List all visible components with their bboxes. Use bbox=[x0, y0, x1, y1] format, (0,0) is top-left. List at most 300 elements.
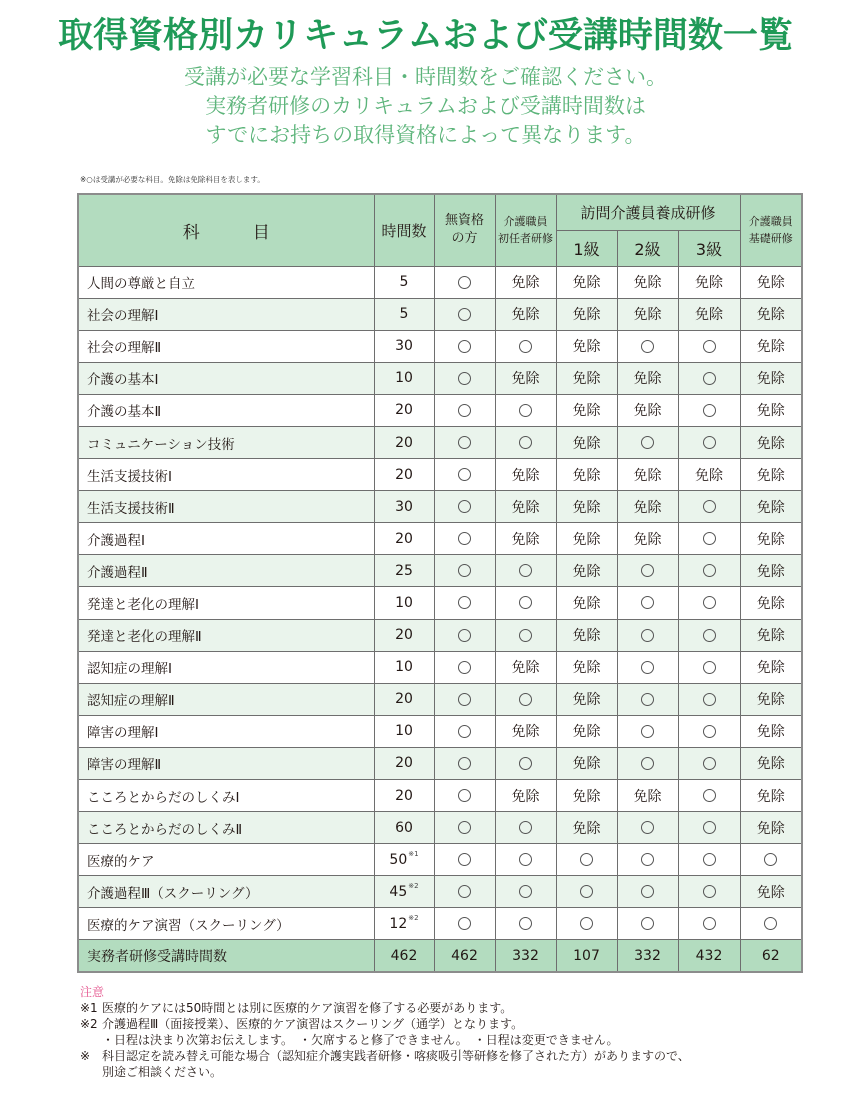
header-line: 介護職員 bbox=[503, 215, 548, 229]
note-mark: ※1 bbox=[80, 1001, 98, 1015]
circle-icon bbox=[703, 372, 716, 385]
required-cell bbox=[434, 555, 495, 587]
circle-icon bbox=[580, 885, 593, 898]
table-row bbox=[78, 587, 802, 619]
hours-cell bbox=[374, 394, 434, 426]
note-item bbox=[80, 1000, 820, 1016]
hours-value: 10 bbox=[395, 594, 413, 611]
circle-icon bbox=[458, 564, 471, 577]
table-row bbox=[78, 394, 802, 426]
subtitle-line: 受講が必要な学習科目・時間数をご確認ください。 bbox=[184, 65, 667, 89]
subject-cell: 介護の基本Ⅰ bbox=[78, 362, 374, 394]
circle-icon bbox=[703, 436, 716, 449]
table-row bbox=[78, 330, 802, 362]
table-row bbox=[78, 555, 802, 587]
required-cell bbox=[740, 908, 802, 940]
circle-icon bbox=[580, 853, 593, 866]
exempt-cell: 免除 bbox=[740, 298, 802, 330]
subject-cell: こころとからだのしくみⅡ bbox=[78, 812, 374, 844]
circle-icon bbox=[641, 596, 654, 609]
required-cell bbox=[495, 587, 556, 619]
circle-icon bbox=[641, 629, 654, 642]
required-cell bbox=[556, 908, 617, 940]
hours-cell bbox=[374, 523, 434, 555]
subject-cell: 障害の理解Ⅱ bbox=[78, 747, 374, 779]
note-text: 科目認定を読み替え可能な場合（認知症介護実践者研修・喀痰吸引等研修を修了された方）がありますので、 bbox=[102, 1049, 690, 1063]
required-cell bbox=[678, 587, 740, 619]
exempt-cell: 免除 bbox=[556, 330, 617, 362]
required-cell bbox=[678, 812, 740, 844]
required-cell bbox=[434, 908, 495, 940]
required-cell bbox=[617, 555, 678, 587]
header-level2: 2級 bbox=[617, 230, 678, 266]
required-cell bbox=[678, 844, 740, 876]
circle-icon bbox=[519, 629, 532, 642]
table-row bbox=[78, 651, 802, 683]
table-row bbox=[78, 491, 802, 523]
circle-icon bbox=[458, 372, 471, 385]
required-cell bbox=[617, 844, 678, 876]
exempt-cell: 免除 bbox=[495, 362, 556, 394]
circle-icon bbox=[641, 757, 654, 770]
circle-icon bbox=[519, 821, 532, 834]
circle-icon bbox=[519, 436, 532, 449]
total-cell: 107 bbox=[556, 940, 617, 972]
table-row bbox=[78, 812, 802, 844]
circle-icon bbox=[458, 789, 471, 802]
exempt-cell: 免除 bbox=[556, 715, 617, 747]
hours-value: 5 bbox=[399, 274, 409, 291]
exempt-cell: 免除 bbox=[617, 780, 678, 812]
required-cell bbox=[434, 426, 495, 458]
hours-cell bbox=[374, 844, 434, 876]
note-text: 介護過程Ⅲ（面接授業）、医療的ケア演習はスクーリング（通学）となります。 bbox=[102, 1017, 524, 1031]
subject-cell: 社会の理解Ⅰ bbox=[78, 298, 374, 330]
exempt-cell: 免除 bbox=[740, 747, 802, 779]
exempt-cell: 免除 bbox=[617, 362, 678, 394]
required-cell bbox=[617, 715, 678, 747]
total-cell: 332 bbox=[495, 940, 556, 972]
circle-icon bbox=[458, 532, 471, 545]
required-cell bbox=[434, 330, 495, 362]
exempt-cell: 免除 bbox=[678, 298, 740, 330]
exempt-cell: 免除 bbox=[556, 523, 617, 555]
header-hours: 時間数 bbox=[374, 194, 434, 266]
circle-icon bbox=[641, 917, 654, 930]
required-cell bbox=[617, 587, 678, 619]
table-row bbox=[78, 362, 802, 394]
hours-cell bbox=[374, 491, 434, 523]
note-mark: ※ bbox=[80, 1049, 91, 1063]
exempt-cell: 免除 bbox=[617, 459, 678, 491]
required-cell bbox=[434, 587, 495, 619]
required-cell bbox=[434, 266, 495, 298]
exempt-cell: 免除 bbox=[556, 780, 617, 812]
header-level3: 3級 bbox=[678, 230, 740, 266]
circle-icon bbox=[458, 693, 471, 706]
exempt-cell: 免除 bbox=[556, 812, 617, 844]
circle-icon bbox=[703, 500, 716, 513]
required-cell bbox=[617, 651, 678, 683]
exempt-cell: 免除 bbox=[740, 330, 802, 362]
exempt-cell: 免除 bbox=[617, 491, 678, 523]
required-cell bbox=[495, 555, 556, 587]
circle-icon bbox=[519, 404, 532, 417]
notes-list bbox=[80, 1000, 820, 1080]
exempt-cell: 免除 bbox=[495, 651, 556, 683]
required-cell bbox=[434, 683, 495, 715]
hours-value: 10 bbox=[395, 659, 413, 676]
header-line: 介護職員 bbox=[748, 215, 793, 229]
circle-icon bbox=[703, 789, 716, 802]
exempt-cell: 免除 bbox=[556, 426, 617, 458]
hours-value: 20 bbox=[395, 787, 413, 804]
circle-icon bbox=[703, 596, 716, 609]
hours-value: 30 bbox=[395, 498, 413, 515]
required-cell bbox=[434, 491, 495, 523]
required-cell bbox=[495, 619, 556, 651]
subject-cell: 生活支援技術Ⅱ bbox=[78, 491, 374, 523]
hours-cell bbox=[374, 715, 434, 747]
required-cell bbox=[495, 844, 556, 876]
table-row bbox=[78, 715, 802, 747]
exempt-cell: 免除 bbox=[740, 619, 802, 651]
total-hours: 462 bbox=[374, 940, 434, 972]
circle-icon bbox=[519, 917, 532, 930]
circle-icon bbox=[764, 917, 777, 930]
required-cell bbox=[434, 780, 495, 812]
hours-value: 20 bbox=[395, 691, 413, 708]
footnote-marker: ※1 bbox=[408, 849, 419, 858]
exempt-cell: 免除 bbox=[495, 459, 556, 491]
table-row bbox=[78, 844, 802, 876]
exempt-cell: 免除 bbox=[740, 876, 802, 908]
required-cell bbox=[617, 812, 678, 844]
exempt-cell: 免除 bbox=[617, 298, 678, 330]
header-line: 初任者研修 bbox=[498, 232, 553, 246]
circle-icon bbox=[703, 661, 716, 674]
required-cell bbox=[495, 683, 556, 715]
hours-cell bbox=[374, 683, 434, 715]
circle-icon bbox=[703, 629, 716, 642]
subject-cell: 介護過程Ⅲ（スクーリング） bbox=[78, 876, 374, 908]
hours-value: 12 bbox=[389, 915, 408, 932]
required-cell bbox=[678, 908, 740, 940]
total-cell: 432 bbox=[678, 940, 740, 972]
footnote-marker: ※2 bbox=[408, 881, 419, 890]
required-cell bbox=[556, 876, 617, 908]
required-cell bbox=[678, 780, 740, 812]
required-cell bbox=[617, 908, 678, 940]
hours-cell bbox=[374, 780, 434, 812]
subtitle bbox=[0, 63, 851, 150]
exempt-cell: 免除 bbox=[740, 683, 802, 715]
required-cell bbox=[434, 523, 495, 555]
circle-icon bbox=[703, 340, 716, 353]
exempt-cell: 免除 bbox=[556, 619, 617, 651]
note-text: 医療的ケアには50時間とは別に医療的ケア演習を修了する必要があります。 bbox=[102, 1001, 513, 1015]
note-item bbox=[80, 1016, 820, 1032]
exempt-cell: 免除 bbox=[556, 266, 617, 298]
circle-icon bbox=[458, 596, 471, 609]
hours-value: 50 bbox=[389, 851, 408, 868]
subject-cell: 人間の尊厳と自立 bbox=[78, 266, 374, 298]
required-cell bbox=[495, 908, 556, 940]
hours-cell bbox=[374, 876, 434, 908]
hours-cell bbox=[374, 908, 434, 940]
circle-icon bbox=[458, 885, 471, 898]
circle-icon bbox=[458, 468, 471, 481]
required-cell bbox=[495, 876, 556, 908]
required-cell bbox=[678, 491, 740, 523]
exempt-cell: 免除 bbox=[556, 394, 617, 426]
circle-icon bbox=[519, 596, 532, 609]
circle-icon bbox=[703, 693, 716, 706]
required-cell bbox=[617, 619, 678, 651]
required-cell bbox=[678, 747, 740, 779]
exempt-cell: 免除 bbox=[617, 266, 678, 298]
required-cell bbox=[495, 330, 556, 362]
exempt-cell: 免除 bbox=[678, 459, 740, 491]
exempt-cell: 免除 bbox=[740, 715, 802, 747]
hours-cell bbox=[374, 330, 434, 362]
required-cell bbox=[678, 683, 740, 715]
table-row bbox=[78, 908, 802, 940]
circle-icon bbox=[519, 564, 532, 577]
total-cell: 462 bbox=[434, 940, 495, 972]
circle-icon bbox=[458, 661, 471, 674]
total-cell: 332 bbox=[617, 940, 678, 972]
exempt-cell: 免除 bbox=[740, 394, 802, 426]
hours-cell bbox=[374, 459, 434, 491]
exempt-cell: 免除 bbox=[617, 394, 678, 426]
subject-cell: 介護過程Ⅰ bbox=[78, 523, 374, 555]
required-cell bbox=[495, 812, 556, 844]
note-item bbox=[80, 1048, 820, 1064]
required-cell bbox=[434, 362, 495, 394]
required-cell bbox=[617, 747, 678, 779]
required-cell bbox=[740, 844, 802, 876]
circle-icon bbox=[458, 757, 471, 770]
exempt-cell: 免除 bbox=[740, 362, 802, 394]
note-text: ・日程は決まり次第お伝えします。 ・欠席すると修了できません。 ・日程は変更できません。 bbox=[102, 1033, 619, 1047]
circle-icon bbox=[458, 276, 471, 289]
subject-cell: 介護過程Ⅱ bbox=[78, 555, 374, 587]
circle-icon bbox=[641, 340, 654, 353]
required-cell bbox=[678, 619, 740, 651]
header-line: の方 bbox=[451, 231, 478, 247]
hours-cell bbox=[374, 555, 434, 587]
subject-cell: 介護の基本Ⅱ bbox=[78, 394, 374, 426]
hours-value: 20 bbox=[395, 402, 413, 419]
exempt-cell: 免除 bbox=[740, 651, 802, 683]
circle-icon bbox=[703, 532, 716, 545]
page-title: 取得資格別カリキュラムおよび受講時間数一覧 bbox=[58, 16, 793, 56]
circle-icon bbox=[703, 821, 716, 834]
required-cell bbox=[678, 876, 740, 908]
footnote-marker: ※2 bbox=[408, 913, 419, 922]
header-shoninsha bbox=[495, 194, 556, 266]
hours-cell bbox=[374, 362, 434, 394]
subject-cell: 医療的ケア bbox=[78, 844, 374, 876]
required-cell bbox=[678, 555, 740, 587]
required-cell bbox=[495, 394, 556, 426]
hours-value: 10 bbox=[395, 370, 413, 387]
hours-value: 20 bbox=[395, 755, 413, 772]
subject-cell: 医療的ケア演習（スクーリング） bbox=[78, 908, 374, 940]
subject-cell: 生活支援技術Ⅰ bbox=[78, 459, 374, 491]
required-cell bbox=[678, 523, 740, 555]
header-line: 基礎研修 bbox=[748, 232, 793, 246]
required-cell bbox=[434, 812, 495, 844]
circle-icon bbox=[458, 436, 471, 449]
hours-value: 60 bbox=[395, 819, 413, 836]
circle-icon bbox=[458, 725, 471, 738]
total-label: 実務者研修受講時間数 bbox=[78, 940, 374, 972]
header-subject: 科 目 bbox=[78, 194, 374, 266]
required-cell bbox=[678, 715, 740, 747]
required-cell bbox=[495, 747, 556, 779]
hours-cell bbox=[374, 587, 434, 619]
hours-cell bbox=[374, 619, 434, 651]
circle-icon bbox=[703, 757, 716, 770]
hours-cell bbox=[374, 266, 434, 298]
table-row bbox=[78, 266, 802, 298]
subject-cell: 障害の理解Ⅰ bbox=[78, 715, 374, 747]
exempt-cell: 免除 bbox=[556, 459, 617, 491]
required-cell bbox=[434, 844, 495, 876]
exempt-cell: 免除 bbox=[740, 555, 802, 587]
circle-icon bbox=[641, 564, 654, 577]
exempt-cell: 免除 bbox=[556, 747, 617, 779]
curriculum-table bbox=[77, 193, 803, 973]
notes-heading: 注意 bbox=[80, 985, 105, 999]
circle-icon bbox=[703, 853, 716, 866]
circle-icon bbox=[458, 853, 471, 866]
subject-cell: 認知症の理解Ⅱ bbox=[78, 683, 374, 715]
required-cell bbox=[678, 426, 740, 458]
subject-cell: こころとからだのしくみⅠ bbox=[78, 780, 374, 812]
circle-icon bbox=[519, 693, 532, 706]
note-text: 別途ご相談ください。 bbox=[102, 1065, 223, 1079]
circle-icon bbox=[641, 853, 654, 866]
table-row bbox=[78, 747, 802, 779]
exempt-cell: 免除 bbox=[556, 362, 617, 394]
note-item bbox=[80, 1032, 820, 1048]
legend-note: ※○は受講が必要な科目。免除は免除科目を表します。 bbox=[80, 175, 265, 184]
circle-icon bbox=[458, 917, 471, 930]
required-cell bbox=[434, 394, 495, 426]
hours-value: 20 bbox=[395, 530, 413, 547]
circle-icon bbox=[641, 821, 654, 834]
required-cell bbox=[678, 651, 740, 683]
exempt-cell: 免除 bbox=[740, 780, 802, 812]
exempt-cell: 免除 bbox=[740, 491, 802, 523]
circle-icon bbox=[458, 340, 471, 353]
circle-icon bbox=[764, 853, 777, 866]
exempt-cell: 免除 bbox=[740, 523, 802, 555]
required-cell bbox=[678, 330, 740, 362]
header-homon-group: 訪問介護員養成研修 bbox=[556, 194, 740, 230]
exempt-cell: 免除 bbox=[617, 523, 678, 555]
circle-icon bbox=[458, 500, 471, 513]
exempt-cell: 免除 bbox=[556, 587, 617, 619]
exempt-cell: 免除 bbox=[495, 715, 556, 747]
required-cell bbox=[434, 459, 495, 491]
total-cell: 62 bbox=[740, 940, 802, 972]
exempt-cell: 免除 bbox=[556, 683, 617, 715]
exempt-cell: 免除 bbox=[495, 780, 556, 812]
circle-icon bbox=[458, 404, 471, 417]
exempt-cell: 免除 bbox=[495, 266, 556, 298]
hours-cell bbox=[374, 747, 434, 779]
required-cell bbox=[556, 844, 617, 876]
header-mushikaku bbox=[434, 194, 495, 266]
required-cell bbox=[434, 298, 495, 330]
hours-value: 10 bbox=[395, 723, 413, 740]
note-item bbox=[80, 1064, 820, 1080]
exempt-cell: 免除 bbox=[495, 523, 556, 555]
hours-value: 5 bbox=[399, 306, 409, 323]
subject-cell: 発達と老化の理解Ⅰ bbox=[78, 587, 374, 619]
table-row bbox=[78, 619, 802, 651]
subject-cell: コミュニケーション技術 bbox=[78, 426, 374, 458]
note-mark: ※2 bbox=[80, 1017, 98, 1031]
circle-icon bbox=[703, 564, 716, 577]
hours-value: 25 bbox=[395, 562, 413, 579]
exempt-cell: 免除 bbox=[678, 266, 740, 298]
exempt-cell: 免除 bbox=[740, 266, 802, 298]
required-cell bbox=[434, 715, 495, 747]
required-cell bbox=[678, 362, 740, 394]
hours-value: 20 bbox=[395, 627, 413, 644]
exempt-cell: 免除 bbox=[740, 587, 802, 619]
circle-icon bbox=[641, 693, 654, 706]
exempt-cell: 免除 bbox=[556, 491, 617, 523]
subject-cell: 発達と老化の理解Ⅱ bbox=[78, 619, 374, 651]
exempt-cell: 免除 bbox=[495, 491, 556, 523]
circle-icon bbox=[519, 757, 532, 770]
hours-value: 30 bbox=[395, 338, 413, 355]
circle-icon bbox=[703, 725, 716, 738]
exempt-cell: 免除 bbox=[556, 651, 617, 683]
circle-icon bbox=[641, 436, 654, 449]
required-cell bbox=[678, 394, 740, 426]
header-line: 無資格 bbox=[444, 213, 484, 229]
hours-value: 20 bbox=[395, 434, 413, 451]
note-mark bbox=[80, 1032, 102, 1048]
exempt-cell: 免除 bbox=[556, 555, 617, 587]
hours-cell bbox=[374, 426, 434, 458]
circle-icon bbox=[519, 853, 532, 866]
circle-icon bbox=[703, 404, 716, 417]
table-row bbox=[78, 459, 802, 491]
note-mark bbox=[80, 1064, 102, 1080]
hours-value: 45 bbox=[389, 883, 408, 900]
table-row bbox=[78, 780, 802, 812]
circle-icon bbox=[703, 917, 716, 930]
table-row bbox=[78, 683, 802, 715]
required-cell bbox=[617, 426, 678, 458]
circle-icon bbox=[641, 725, 654, 738]
circle-icon bbox=[458, 629, 471, 642]
required-cell bbox=[617, 330, 678, 362]
exempt-cell: 免除 bbox=[556, 298, 617, 330]
hours-cell bbox=[374, 812, 434, 844]
exempt-cell: 免除 bbox=[740, 812, 802, 844]
header-level1: 1級 bbox=[556, 230, 617, 266]
circle-icon bbox=[458, 308, 471, 321]
